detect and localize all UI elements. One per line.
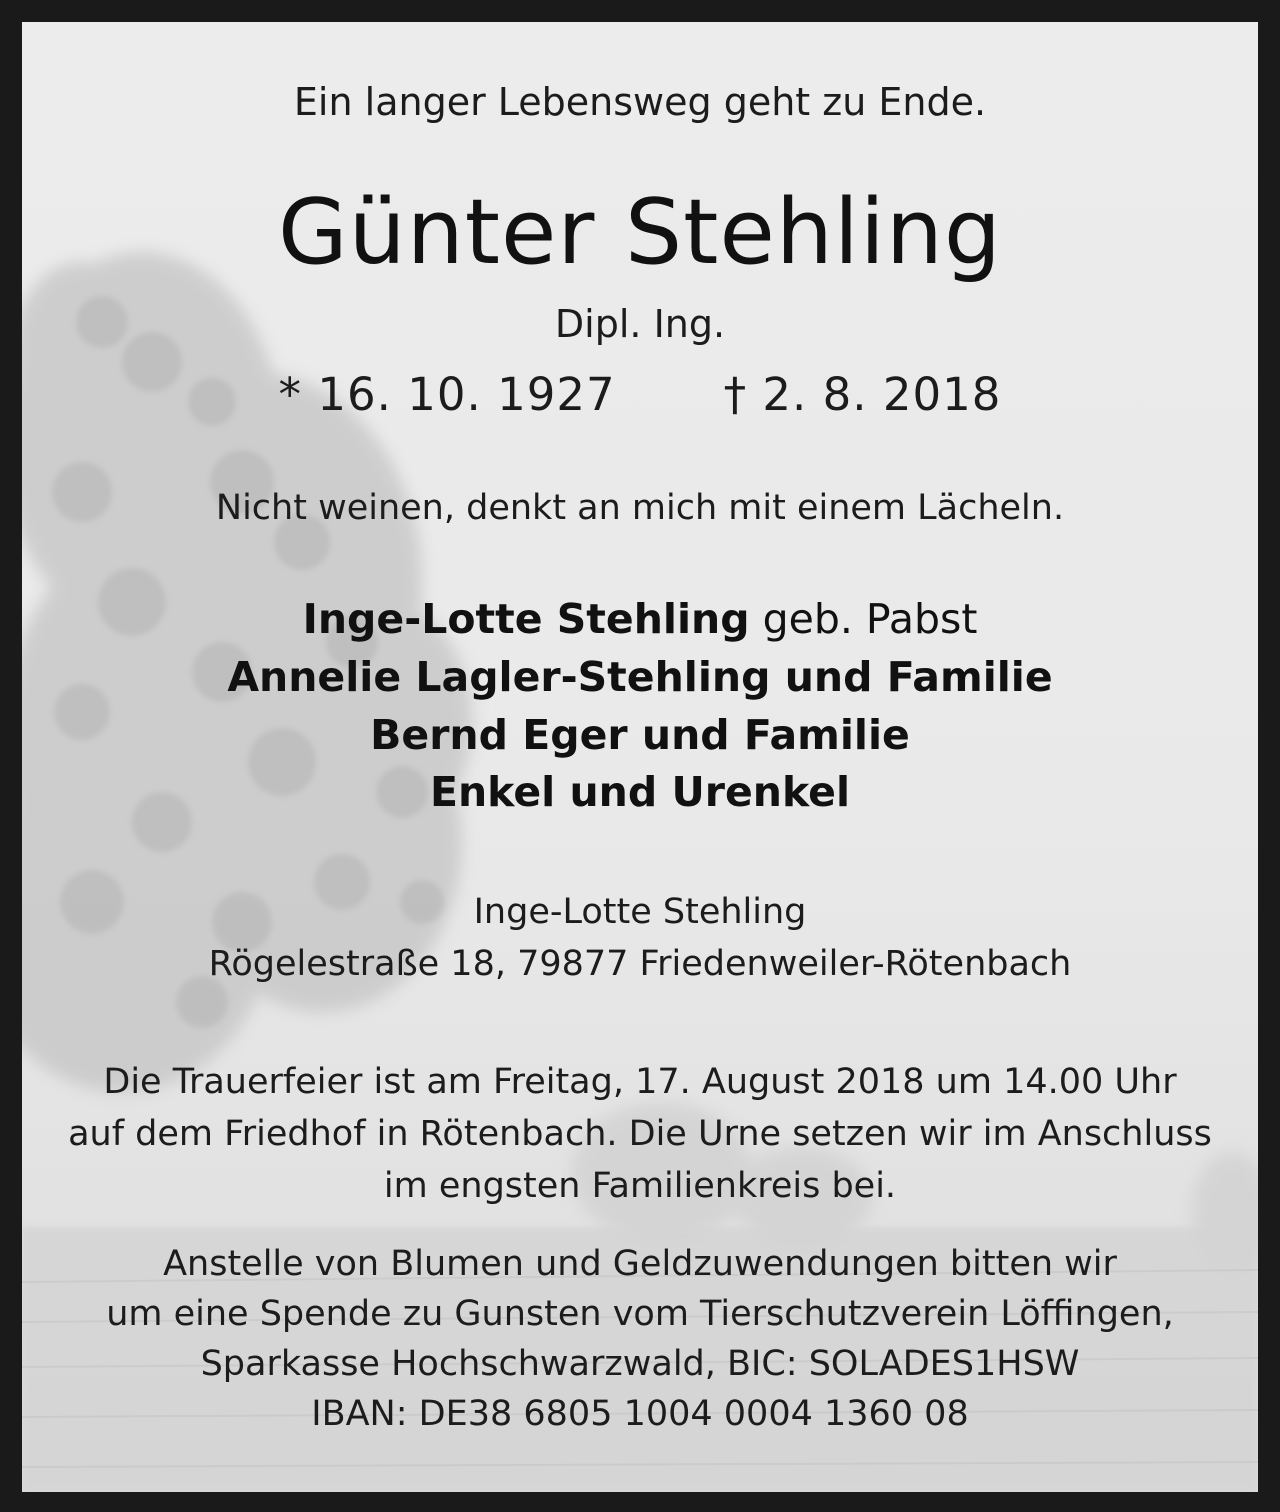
academic-title: Dipl. Ing. (554, 302, 726, 346)
mourner-line-2: Annelie Lagler-Stehling und Familie (227, 653, 1053, 701)
mourner-line-1 (22, 595, 1258, 643)
quote: Nicht weinen, denkt an mich mit einem Lächeln. (215, 488, 1065, 528)
mourner-line-4: Enkel und Urenkel (429, 768, 851, 816)
intro-line: Ein langer Lebensweg geht zu Ende. (293, 80, 987, 124)
death-date: † 2. 8. 2018 (723, 368, 1002, 421)
birth-date: * 16. 10. 1927 (278, 368, 616, 421)
service-line-1: Die Trauerfeier ist am Freitag, 17. August 2018 um 14.00 Uhr (103, 1062, 1177, 1102)
notice-text (22, 22, 1258, 1492)
donation-line-1: Anstelle von Blumen und Geldzuwendungen bitten wir (163, 1244, 1117, 1284)
mourner-maiden-name: geb. Pabst (749, 595, 978, 643)
mourner-name: Inge-Lotte Stehling (302, 595, 750, 643)
obituary-card (22, 22, 1258, 1492)
service-line-2: auf dem Friedhof in Rötenbach. Die Urne setzen wir im Anschluss (68, 1114, 1212, 1154)
address-name: Inge-Lotte Stehling (473, 892, 807, 932)
mourner-line-3: Bernd Eger und Familie (370, 711, 910, 759)
deceased-name: Günter Stehling (277, 180, 1003, 285)
donation-iban: IBAN: DE38 6805 1004 0004 1360 08 (311, 1394, 969, 1434)
address-street: Rögelestraße 18, 79877 Friedenweiler-Rötenbach (208, 944, 1072, 984)
donation-line-2: um eine Spende zu Gunsten vom Tierschutzverein Löffingen, (106, 1294, 1174, 1334)
service-line-3: im engsten Familienkreis bei. (383, 1166, 897, 1206)
donation-line-3: Sparkasse Hochschwarzwald, BIC: SOLADES1HSW (200, 1344, 1080, 1384)
life-dates (22, 368, 1258, 421)
